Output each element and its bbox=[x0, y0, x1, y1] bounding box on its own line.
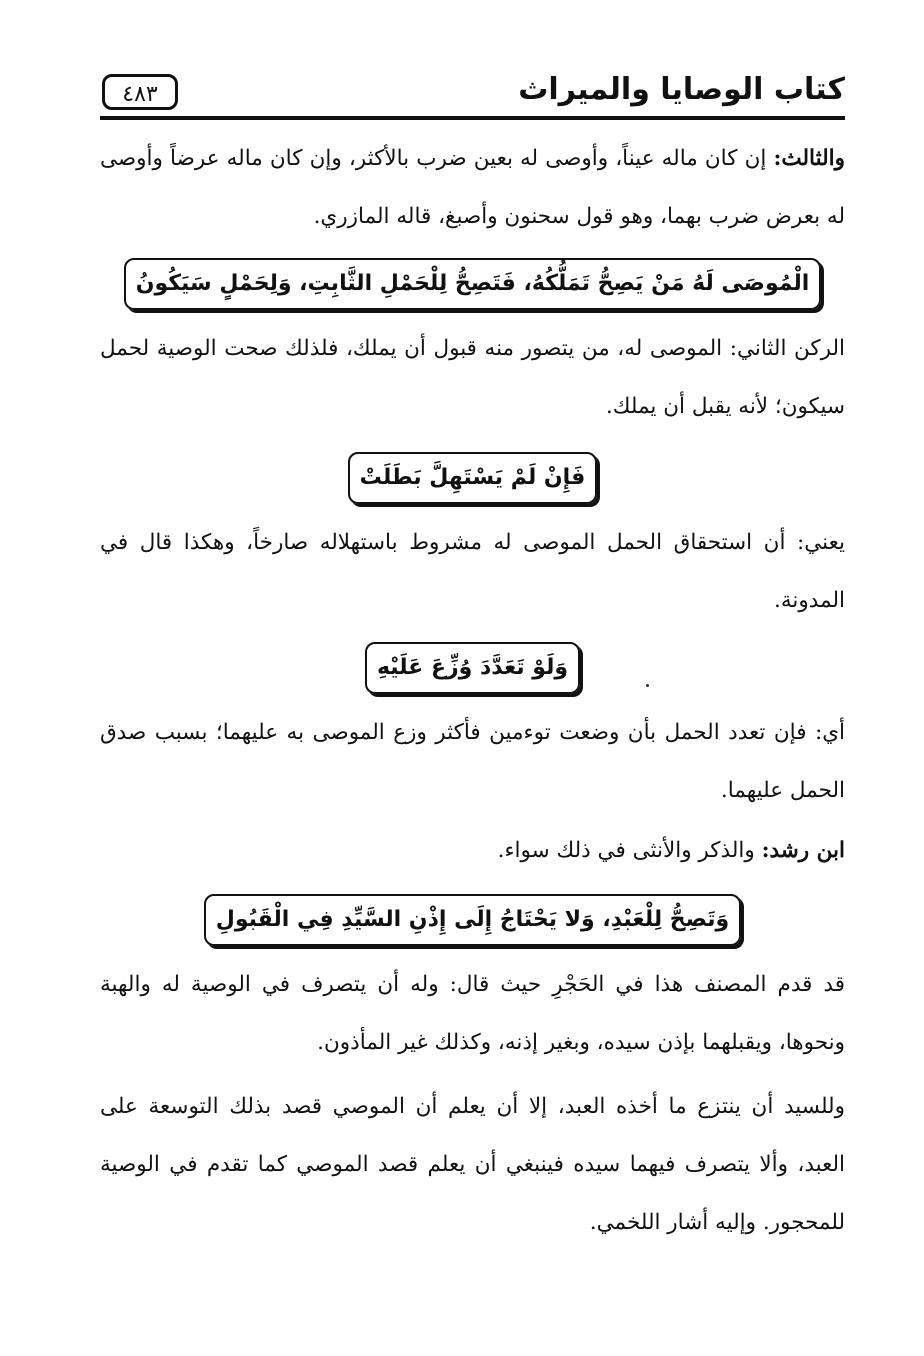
chapter-title: كتاب الوصايا والميراث bbox=[518, 72, 845, 107]
paragraph-text: أي: فإن تعدد الحمل بأن وضعت توءمين فأكثر وزع الموصى به عليهما؛ بسبب صدق الحمل عليهما. bbox=[100, 720, 845, 803]
matn-box-void: فَإِنْ لَمْ يَسْتَهِلَّ بَطَلَتْ bbox=[348, 452, 598, 504]
paragraph-text: قد قدم المصنف هذا في الحَجْرِ حيث قال: وله أن يتصرف في الوصية له والهبة ونحوها، ويقبلهما بإذن سيده، وبغير إذنه، وكذلك غير المأذون. bbox=[100, 972, 845, 1055]
matn-box-wrapper bbox=[100, 452, 845, 504]
paragraph-text: والذكر والأنثى في ذلك سواء. bbox=[497, 838, 762, 863]
paragraph-text: وللسيد أن ينتزع ما أخذه العبد، إلا أن يعلم أن الموصي قصد بذلك التوسعة على العبد، وألا يتصرف فيهما سيده فينبغي أن يعلم قصد الموصي كما تقدم في الوصية للمحجور. وإليه أشار اللخمي. bbox=[100, 1094, 845, 1235]
page-number: ٤٨٣ bbox=[102, 74, 178, 110]
matn-box-distribute: وَلَوْ تَعَدَّدَ وُزِّعَ عَلَيْهِ bbox=[365, 642, 580, 694]
paragraph-text: يعني: أن استحقاق الحمل الموصى له مشروط باستهلاله صارخاً، وهكذا قال في المدونة. bbox=[100, 530, 845, 613]
matn-box-wrapper bbox=[100, 894, 845, 946]
paragraph-third-opinion bbox=[100, 130, 845, 246]
paragraph-second-pillar bbox=[100, 320, 845, 436]
page-header bbox=[100, 66, 845, 120]
paragraph-hajr bbox=[100, 956, 845, 1072]
paragraph-twins bbox=[100, 704, 845, 820]
paragraph-ibn-rushd bbox=[100, 822, 845, 880]
paragraph-lead: ابن رشد: bbox=[761, 838, 845, 863]
paragraph-lead: والثالث: bbox=[773, 146, 845, 171]
stray-dot bbox=[646, 684, 649, 687]
matn-box-wrapper bbox=[100, 258, 845, 310]
paragraph-master bbox=[100, 1078, 845, 1252]
matn-box-slave: وَتَصِحُّ لِلْعَبْدِ، وَلا يَحْتَاجُ إِلَى إِذْنِ السَّيِّدِ فِي الْقَبُولِ bbox=[204, 894, 741, 946]
paragraph-text: الركن الثاني: الموصى له، من يتصور منه قبول أن يملك، فلذلك صحت الوصية لحمل سيكون؛ لأنه يقبل أن يملك. bbox=[100, 336, 845, 419]
matn-box-wrapper bbox=[100, 642, 845, 694]
paragraph-text: إن كان ماله عيناً، وأوصى له بعين ضرب بالأكثر، وإن كان ماله عرضاً وأوصى له بعرض ضرب بهما، وهو قول سحنون وأصبغ، قاله المازري. bbox=[100, 146, 845, 229]
matn-box-beneficiary: الْمُوصَى لَهُ مَنْ يَصِحُّ تَمَلُّكُهُ، فَتَصِحُّ لِلْحَمْلِ الثَّابِتِ، وَلِحَمْلٍ سَيَكُونُ bbox=[124, 258, 822, 310]
paragraph-meaning bbox=[100, 514, 845, 630]
header-rule bbox=[100, 116, 845, 120]
